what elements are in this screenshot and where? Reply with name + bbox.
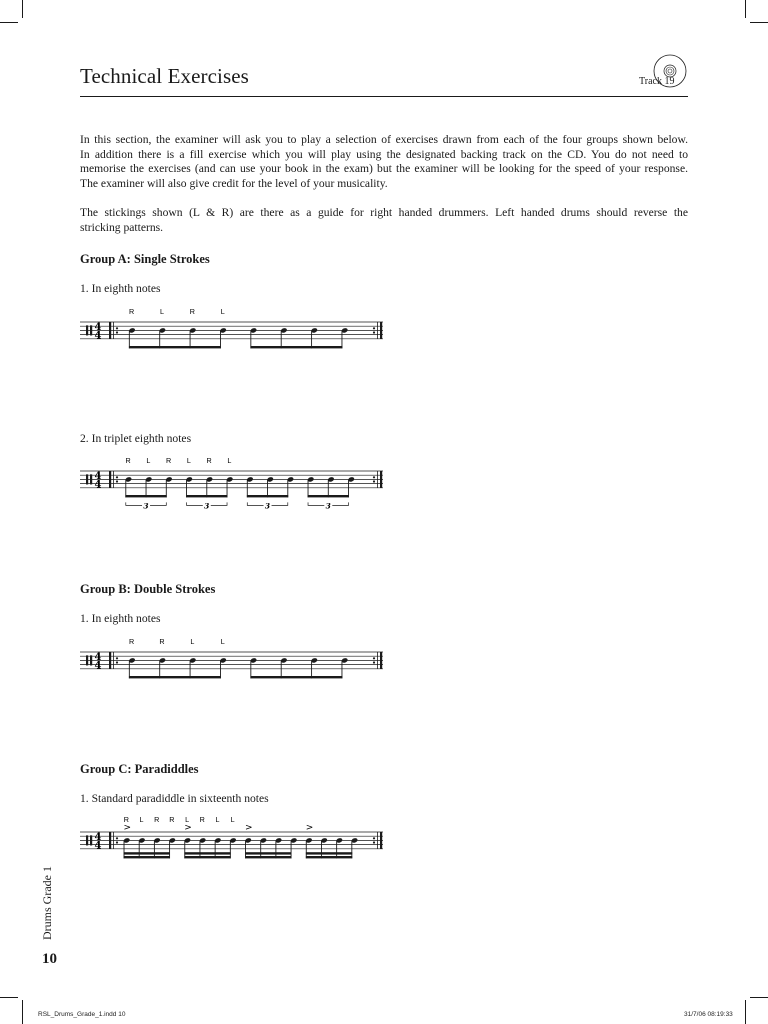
crop-mark	[0, 997, 18, 998]
repeat-dot	[373, 661, 375, 663]
repeat-dot	[373, 480, 375, 482]
percussion-clef	[90, 655, 92, 665]
repeat-dot	[116, 657, 118, 659]
sticking-label: L	[160, 307, 165, 316]
beam	[250, 346, 342, 348]
beam	[308, 495, 349, 497]
intro-line: The stickings shown (L & R) are there as a guide for right handed drummers. Left handed drums should reverse the	[80, 206, 688, 219]
exercise-caption: 1. In eighth notes	[80, 612, 161, 625]
repeat-dot	[116, 476, 118, 478]
page-number: 10	[42, 951, 57, 967]
time-signature-bottom: 4	[94, 660, 102, 672]
intro-line: stricking patterns.	[80, 221, 164, 234]
exercise-caption: 2. In triplet eighth notes	[80, 432, 192, 445]
sticking-label: L	[185, 815, 190, 824]
repeat-dot	[116, 841, 118, 843]
crop-mark	[22, 1000, 23, 1024]
tuplet-number: 3	[204, 501, 210, 511]
sticking-label: L	[139, 815, 144, 824]
time-signature-bottom: 4	[94, 840, 102, 852]
repeat-dot	[116, 661, 118, 663]
percussion-clef	[90, 474, 92, 484]
time-signature-top: 4	[94, 470, 102, 482]
sticking-label: R	[199, 815, 205, 824]
repeat-thick-bar	[109, 832, 111, 849]
time-signature-top: 4	[94, 321, 102, 333]
repeat-dot	[373, 657, 375, 659]
sticking-label: L	[220, 307, 225, 316]
sticking-label: L	[215, 815, 220, 824]
time-signature-bottom: 4	[94, 479, 102, 491]
sticking-label: L	[227, 456, 232, 465]
crop-mark	[0, 22, 18, 23]
page-title: Technical Exercises	[80, 64, 249, 88]
repeat-thick-bar	[109, 652, 111, 669]
accent-mark: >	[305, 823, 314, 833]
sticking-label: L	[186, 456, 191, 465]
tuplet-number: 3	[325, 501, 331, 511]
repeat-dot	[116, 480, 118, 482]
beam	[124, 856, 170, 858]
repeat-thick-bar	[380, 322, 382, 339]
sticking-label: L	[230, 815, 235, 824]
sticking-label: R	[129, 307, 135, 316]
time-signature-bottom: 4	[94, 330, 102, 342]
intro-line: In addition there is a fill exercise which you will play using the designated backing track on the CD. You do not need to	[80, 148, 688, 161]
beam	[184, 856, 230, 858]
slug-date: 31/7/06 08:19:33	[684, 1011, 733, 1018]
crop-mark	[750, 997, 768, 998]
percussion-clef	[86, 474, 88, 484]
crop-mark	[745, 1000, 746, 1024]
sticking-label: R	[189, 307, 195, 316]
intro-line: memorise the exercises (and can use your book in the exam) but the examiner will be looking for the speed of your response.	[80, 162, 688, 175]
side-label: Drums Grade 1	[40, 866, 54, 940]
intro-line: The examiner will also give credit for the level of your musicality.	[80, 177, 388, 190]
sticking-label: L	[146, 456, 151, 465]
intro-line: In this section, the examiner will ask you to play a selection of exercises drawn from each of the four groups shown below.	[80, 133, 688, 146]
repeat-thick-bar	[109, 322, 111, 339]
tuplet-number: 3	[143, 501, 149, 511]
sticking-label: R	[125, 456, 131, 465]
beam	[306, 856, 352, 858]
beam	[245, 856, 291, 858]
sticking-label: R	[169, 815, 175, 824]
sticking-label: L	[220, 637, 225, 646]
sticking-label: R	[159, 637, 165, 646]
sticking-label: R	[165, 456, 172, 465]
group-a-heading: Group A: Single Strokes	[80, 252, 210, 266]
sticking-label: R	[129, 637, 135, 646]
repeat-thick-bar	[380, 471, 382, 488]
percussion-clef	[86, 325, 88, 335]
repeat-dot	[373, 331, 375, 333]
group-c-heading: Group C: Paradiddles	[80, 762, 199, 776]
beam	[247, 495, 288, 497]
beam	[129, 346, 221, 348]
repeat-dot	[373, 837, 375, 839]
repeat-thick-bar	[380, 652, 382, 669]
repeat-dot	[116, 327, 118, 329]
repeat-dot	[373, 327, 375, 329]
repeat-dot	[373, 476, 375, 478]
side-label-wrap	[40, 866, 56, 940]
beam	[125, 495, 166, 497]
crop-mark	[750, 22, 768, 23]
percussion-clef	[90, 325, 92, 335]
staff-a1	[78, 304, 388, 350]
repeat-thick-bar	[380, 832, 382, 849]
tuplet-number: 3	[264, 501, 271, 511]
crop-mark	[22, 0, 23, 18]
beam	[184, 852, 230, 854]
repeat-dot	[116, 837, 118, 839]
percussion-clef	[90, 835, 92, 845]
staff-b1	[78, 634, 388, 680]
slug-file: RSL_Drums_Grade_1.indd 10	[38, 1011, 126, 1018]
staff-c1	[78, 814, 388, 864]
percussion-clef	[86, 835, 88, 845]
time-signature-top: 4	[94, 831, 102, 843]
accent-mark: >	[245, 823, 253, 833]
sticking-label: R	[154, 815, 160, 824]
staff-a2	[78, 453, 388, 513]
beam	[129, 676, 221, 678]
repeat-thick-bar	[109, 471, 111, 488]
accent-mark: >	[184, 823, 192, 833]
beam	[250, 676, 342, 678]
title-rule	[80, 96, 688, 97]
beam	[245, 852, 291, 854]
percussion-clef	[86, 655, 88, 665]
exercise-caption: 1. Standard paradiddle in sixteenth notes	[80, 792, 269, 805]
accent-mark: >	[123, 823, 132, 833]
sticking-label: R	[123, 815, 129, 824]
sticking-label: R	[206, 456, 212, 465]
beam	[306, 852, 352, 854]
crop-mark	[745, 0, 746, 18]
beam	[124, 852, 170, 854]
beam	[186, 495, 227, 497]
repeat-dot	[373, 841, 375, 843]
exercise-caption: 1. In eighth notes	[80, 282, 161, 295]
group-b-heading: Group B: Double Strokes	[80, 582, 216, 596]
track-label: Track 19	[639, 76, 675, 87]
time-signature-top: 4	[94, 651, 102, 663]
sticking-label: L	[190, 637, 195, 646]
repeat-dot	[116, 331, 118, 333]
